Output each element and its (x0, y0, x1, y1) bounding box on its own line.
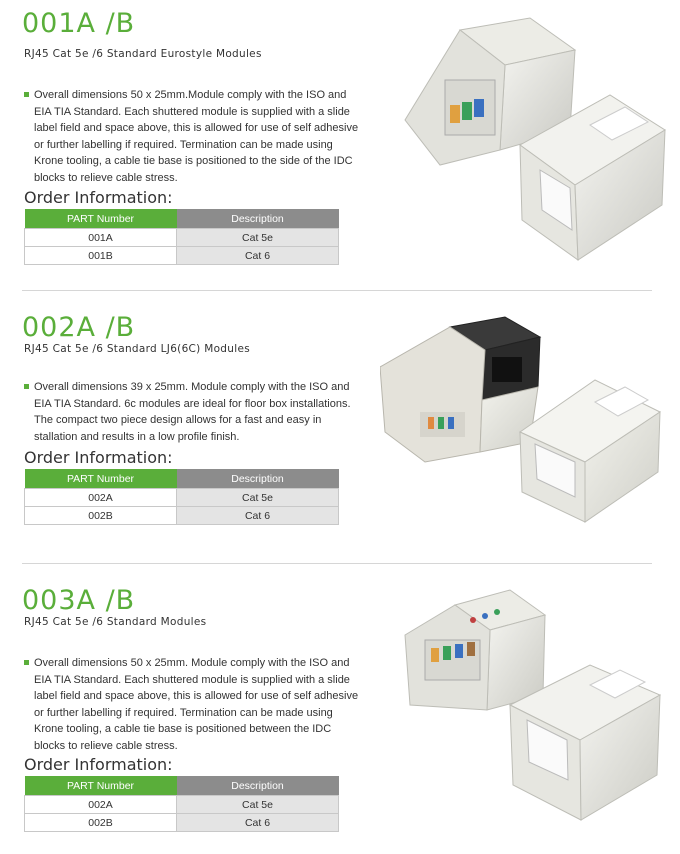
product-title: 002A /B (22, 312, 136, 343)
part-number-cell: 002A (25, 489, 177, 507)
header-description: Description (177, 209, 339, 229)
table-header-row (25, 209, 339, 229)
bullet-icon (24, 660, 29, 665)
description-cell: Cat 5e (177, 796, 339, 814)
product-subtitle: RJ45 Cat 5e /6 Standard Modules (24, 616, 207, 628)
table-row (25, 247, 339, 265)
part-number-cell: 002A (25, 796, 177, 814)
order-table (24, 776, 339, 832)
description-text: Overall dimensions 39 x 25mm. Module comply with the ISO and EIA TIA Standard. 6c modules are ideal for floor box installations. The compact two piece design allows for a fast and easy in stallation and results in a low profile finish. (34, 381, 351, 443)
table-row (25, 489, 339, 507)
header-part-number: PART Number (25, 469, 177, 489)
description-cell: Cat 6 (177, 247, 339, 265)
product-title: 003A /B (22, 585, 136, 616)
section-divider (22, 290, 652, 291)
header-description: Description (177, 776, 339, 796)
product-title: 001A /B (22, 8, 136, 39)
header-part-number: PART Number (25, 209, 177, 229)
bullet-icon (24, 92, 29, 97)
part-number-cell: 002B (25, 507, 177, 525)
product-description (24, 87, 364, 186)
description-text: Overall dimensions 50 x 25mm.Module comply with the ISO and EIA TIA Standard. Each shuttered module is supplied with a slide label field and space above, this is allowed for use of self adhesive or further labelling if required. Termination can be made using Krone tooling, a cable tie base is positioned to the side of the IDC blocks to relieve cable stress. (34, 89, 359, 184)
header-part-number: PART Number (25, 776, 177, 796)
product-image-001 (400, 10, 670, 265)
table-header-row (25, 776, 339, 796)
section-divider (22, 563, 652, 564)
product-image-002 (380, 312, 670, 527)
product-subtitle: RJ45 Cat 5e /6 Standard LJ6(6C) Modules (24, 343, 250, 355)
table-row (25, 796, 339, 814)
part-number-cell: 001B (25, 247, 177, 265)
part-number-cell: 002B (25, 814, 177, 832)
order-table (24, 209, 339, 265)
table-row (25, 507, 339, 525)
description-cell: Cat 5e (177, 489, 339, 507)
header-description: Description (177, 469, 339, 489)
description-cell: Cat 5e (177, 229, 339, 247)
order-table (24, 469, 339, 525)
table-row (25, 814, 339, 832)
part-number-cell: 001A (25, 229, 177, 247)
product-image-003 (395, 580, 670, 825)
description-cell: Cat 6 (177, 814, 339, 832)
table-header-row (25, 469, 339, 489)
order-information-heading: Order Information: (24, 448, 173, 467)
bullet-icon (24, 384, 29, 389)
product-section-003 (0, 585, 680, 845)
product-section-002 (0, 312, 680, 552)
table-row (25, 229, 339, 247)
product-description (24, 379, 364, 445)
product-section-001 (0, 8, 680, 278)
order-information-heading: Order Information: (24, 755, 173, 774)
description-text: Overall dimensions 50 x 25mm. Module comply with the ISO and EIA TIA Standard. Each shuttered module is supplied with a slide label field and space above, this is allowed for use of self adhesive or further labelling if required. Termination can be made using Krone tooling, a cable tie base is positioned between the IDC blocks to relieve cable stress. (34, 657, 359, 752)
order-information-heading: Order Information: (24, 188, 173, 207)
product-subtitle: RJ45 Cat 5e /6 Standard Eurostyle Modules (24, 48, 262, 60)
product-description (24, 655, 364, 754)
description-cell: Cat 6 (177, 507, 339, 525)
